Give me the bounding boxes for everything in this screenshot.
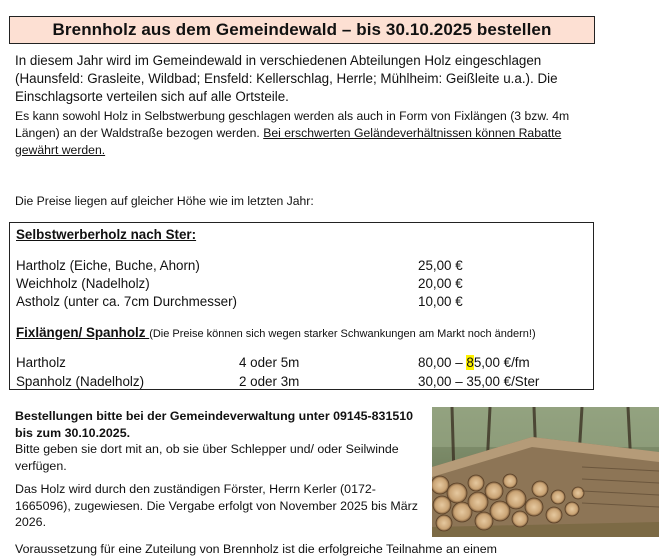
woodpile-photo [432, 407, 659, 537]
price-part: 80,00 – [418, 355, 467, 370]
price-part: 5,00 €/fm [473, 355, 530, 370]
order-deadline: Bestellungen bitte bei der Gemeindeverwaltung unter 09145-831510 bis zum 30.10.2025. [15, 409, 414, 440]
price-row-value: 10,00 € [418, 294, 463, 309]
bottom-line: Voraussetzung für eine Zuteilung von Brennholz ist die erfolgreiche Teilnahme an einem [15, 542, 497, 556]
page-title-text: Brennholz aus dem Gemeindewald – bis 30.10.2025 bestellen [52, 20, 552, 39]
price-row-length: 2 oder 3m [239, 374, 300, 389]
equipment-note: Bitte geben sie dort mit an, ob sie über Schlepper und/ oder Seilwinde verfügen. [15, 442, 399, 473]
price-change-note: (Die Preise können sich wegen starker Schwankungen am Markt noch ändern!) [149, 328, 536, 340]
highlighted-digit: 8 [466, 355, 474, 370]
page-title [9, 16, 595, 44]
price-row-label: Weichholz (Nadelholz) [16, 276, 150, 291]
prices-intro: Die Preise liegen auf gleicher Höhe wie im letzten Jahr: [15, 194, 314, 208]
fixlaengen-heading: Fixlängen/ Spanholz [16, 325, 150, 340]
detail-paragraph [15, 108, 605, 159]
woodpile-image [432, 407, 659, 537]
price-row-value [418, 355, 530, 370]
intro-paragraph: In diesem Jahr wird im Gemeindewald in verschiedenen Abteilungen Holz eingeschlagen (Haunsfeld: Grasleite, Wildbad; Ensfeld: Kellerschlag, Herrle; Mühlheim: Geißleite u.a.). Die Einschlagsorte verteilen sich auf alle Ortsteile. [15, 53, 558, 104]
forester-info: Das Holz wird durch den zuständigen Förster, Herrn Kerler (0172-1665096), zugewiesen. Die Vergabe erfolgt von November 2025 bis März 2026. [15, 482, 418, 529]
fixlaengen-heading-line [16, 325, 536, 340]
price-row-label: Hartholz [16, 355, 66, 370]
price-row-label: Hartholz (Eiche, Buche, Ahorn) [16, 258, 200, 273]
price-row-value: 20,00 € [418, 276, 463, 291]
price-row-value: 30,00 – 35,00 €/Ster [418, 374, 540, 389]
discount-note: Bei erschwerten Geländeverhältnissen können Rabatte gewährt werden. [15, 126, 562, 157]
price-table [9, 222, 594, 390]
price-row-length: 4 oder 5m [239, 355, 300, 370]
price-row-label: Spanholz (Nadelholz) [16, 374, 145, 389]
price-row-label: Astholz (unter ca. 7cm Durchmesser) [16, 294, 238, 309]
order-info [15, 408, 420, 538]
price-row-value: 25,00 € [418, 258, 463, 273]
detail-text: Es kann sowohl Holz in Selbstwerbung geschlagen werden als auch in Form von Fixlängen (3 bzw. 4m Längen) an der Waldstraße bezogen werden. [15, 109, 570, 140]
selbstwerber-heading: Selbstwerberholz nach Ster: [16, 227, 197, 242]
